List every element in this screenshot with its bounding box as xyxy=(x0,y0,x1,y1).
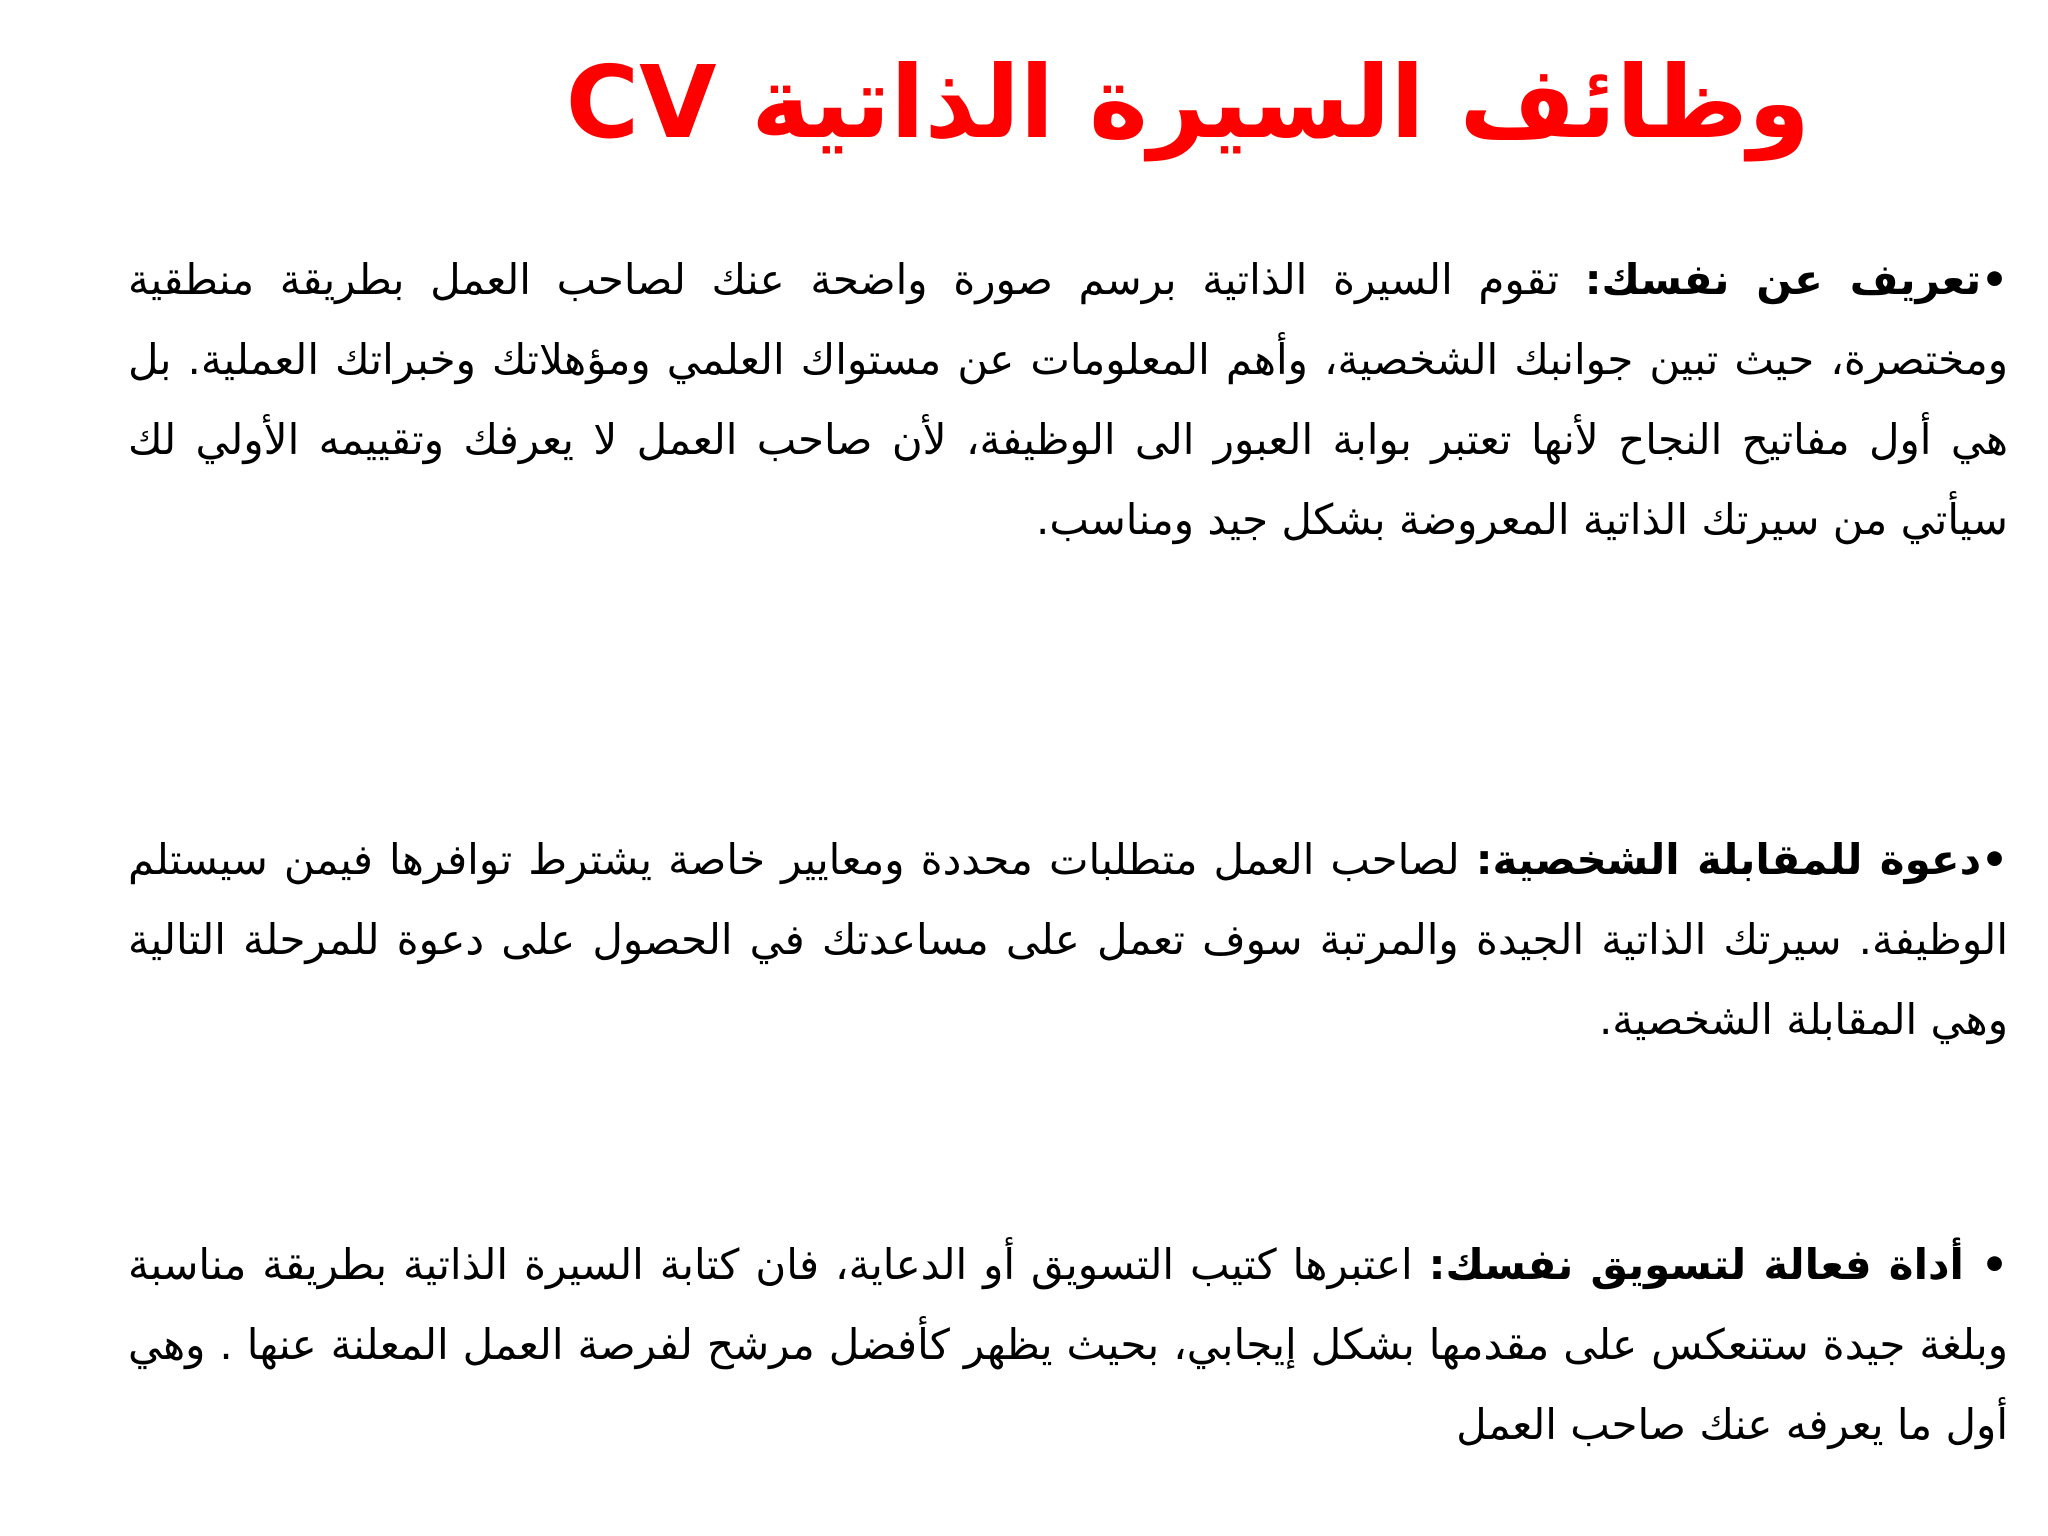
bullet-marker: • xyxy=(1981,255,2008,304)
slide-title: وظائف السيرة الذاتية CV xyxy=(565,44,1810,161)
section-body: لصاحب العمل متطلبات محددة ومعايير خاصة يشترط توافرها فيمن سيستلم الوظيفة. سيرتك الذاتية الجيدة والمرتبة سوف تعمل على مساعدتك في الحصول على دعوة للمرحلة التالية وهي المقابلة الشخصية. xyxy=(128,835,2008,1044)
bullet-marker: • xyxy=(1963,1240,2009,1289)
heading-colon: : xyxy=(1584,255,1602,304)
section-body: اعتبرها كتيب التسويق أو الدعاية، فان كتابة السيرة الذاتية بطريقة مناسبة وبلغة جيدة ستنعكس على مقدمها بشكل إيجابي، بحيث يظهر كأفضل مرشح لفرصة العمل المعلنة عنها . وهي أول ما يعرفه عنك صاحب العمل xyxy=(128,1240,2008,1449)
heading-colon: : xyxy=(1428,1240,1446,1289)
heading-colon: : xyxy=(1475,835,1493,884)
section-heading: دعوة للمقابلة الشخصية xyxy=(1492,835,1982,884)
section-heading: أداة فعالة لتسويق نفسك xyxy=(1445,1240,1964,1289)
section-self-marketing-tool xyxy=(128,1225,2008,1465)
bullet-marker: • xyxy=(1981,835,2008,884)
section-heading: تعريف عن نفسك xyxy=(1601,255,1982,304)
section-body: تقوم السيرة الذاتية برسم صورة واضحة عنك لصاحب العمل بطريقة منطقية ومختصرة، حيث تبين جوانبك الشخصية، وأهم المعلومات عن مستواك العلمي ومؤهلاتك وخبراتك العملية. بل هي أول مفاتيح النجاح لأنها تعتبر بوابة العبور الى الوظيفة، لأن صاحب العمل لا يعرفك وتقييمه الأولي لك سيأتي من سيرتك الذاتية المعروضة بشكل جيد ومناسب. xyxy=(128,255,2008,544)
section-self-introduction xyxy=(128,240,2008,560)
section-interview-invitation xyxy=(128,820,2008,1060)
